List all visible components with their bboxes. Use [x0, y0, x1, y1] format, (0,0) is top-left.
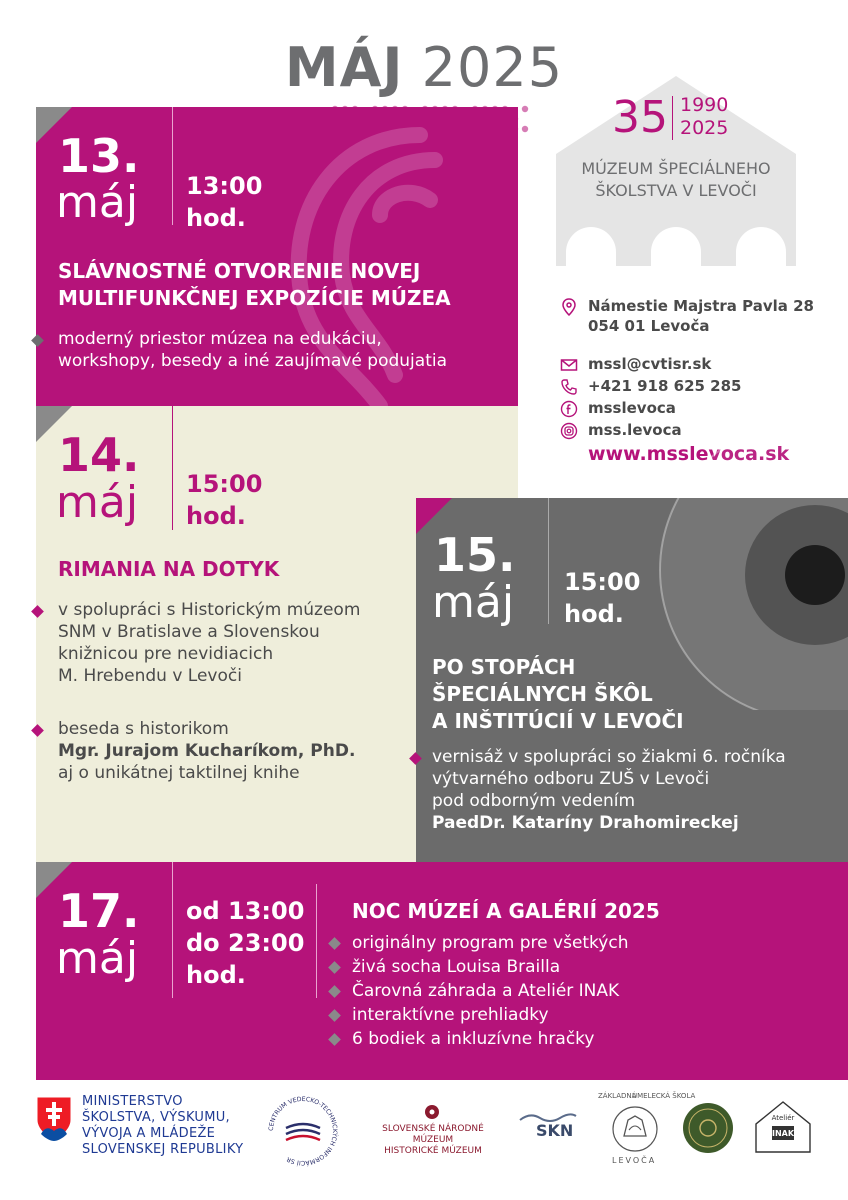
- event-15-title: [432, 654, 684, 735]
- event-14-panel-extension: [416, 406, 518, 498]
- event-13-time-line2: hod.: [186, 204, 246, 232]
- atelier-inak-logo: [752, 1098, 814, 1158]
- event-13-title-line2: MULTIFUNKČNEJ EXPOZÍCIE MÚZEA: [58, 286, 451, 310]
- event-14-time-line1: 15:00: [186, 470, 263, 498]
- event-13-desc-line2: workshopy, besedy a iné zaujímavé podujatia: [58, 351, 447, 371]
- event-14-bullet-1-text: [58, 599, 360, 687]
- atelier-line1: Ateliér: [771, 1114, 795, 1122]
- event-13-divider: [172, 107, 173, 225]
- event-17-time-line2: do 23:00: [186, 929, 305, 957]
- instagram-link[interactable]: mss.levoca: [588, 421, 682, 439]
- event-14-divider: [172, 406, 173, 530]
- event-15-divider: [548, 498, 549, 624]
- event-14-b1-line4: M. Hrebendu v Levoči: [58, 666, 242, 686]
- event-17-title: NOC MÚZEÍ A GALÉRIÍ 2025: [352, 899, 660, 923]
- event-15-time-line2: hod.: [564, 600, 624, 628]
- svg-text:CENTRUM VEDECKO-TECHNICKÝCH IN: [268, 1096, 340, 1168]
- event-15-desc-line4: PaedDr. Kataríny Drahomireckej: [432, 813, 739, 833]
- event-15-time-line1: 15:00: [564, 568, 641, 596]
- event-17-item-text: živá socha Louisa Brailla: [352, 957, 561, 977]
- event-17-divider-2: [316, 884, 317, 998]
- email-link[interactable]: mssl@cvtisr.sk: [588, 355, 712, 373]
- event-15-title-line2: ŠPECIÁLNYCH ŠKÔL: [432, 682, 653, 706]
- event-17-month: máj: [56, 933, 139, 984]
- zus-line3: LEVOČA: [612, 1156, 657, 1165]
- anniversary-number: 35: [612, 92, 668, 143]
- snm-emblem-icon: [424, 1104, 440, 1120]
- anniversary-start-year: 1990: [680, 94, 729, 116]
- envelope-icon: [560, 356, 578, 374]
- event-17-day: 17.: [58, 884, 140, 938]
- event-17-item-text: 6 bodiek a inkluzívne hračky: [352, 1029, 595, 1049]
- event-15-desc-line3: pod odborným vedením: [432, 791, 636, 811]
- skn-logo-text: SKN: [536, 1121, 574, 1140]
- event-14-time-line2: hod.: [186, 502, 246, 530]
- title-year: 2025: [421, 36, 564, 99]
- event-15-desc-line1: vernisáž v spolupráci so žiakmi 6. ročníka: [432, 747, 786, 767]
- anniversary-divider: [672, 96, 673, 140]
- event-17-time-line3: hod.: [186, 961, 246, 989]
- event-13-title-line1: SLÁVNOSTNÉ OTVORENIE NOVEJ: [58, 259, 421, 283]
- green-circle-seal-logo: [682, 1102, 734, 1154]
- event-17-item-text: Čarovná záhrada a Ateliér INAK: [352, 981, 620, 1001]
- event-13-month: máj: [56, 177, 139, 228]
- location-pin-icon: [560, 298, 578, 316]
- phone-icon: [560, 378, 578, 396]
- event-14-b1-line3: knižnicou pre nevidiacich: [58, 644, 274, 664]
- event-17-time-line1: od 13:00: [186, 897, 305, 925]
- event-15-month: máj: [432, 577, 515, 628]
- cvti-logo-text: CENTRUM VEDECKO-TECHNICKÝCH INFORMÁCIÍ SR: [267, 1095, 339, 1167]
- event-14-bullet-2-text: [58, 718, 355, 784]
- event-15-time: [564, 566, 640, 630]
- ministry-line2: ŠKOLSTVA, VÝSKUMU,: [82, 1110, 230, 1125]
- event-17-time: [186, 895, 304, 991]
- event-14-b2-line2: Mgr. Jurajom Kucharíkom, PhD.: [58, 741, 356, 761]
- zus-levoca-logo: [598, 1092, 672, 1166]
- event-13-desc-line1: moderný priestor múzea na edukáciu,: [58, 329, 382, 349]
- ministry-line3: VÝVOJA A MLÁDEŽE: [82, 1126, 216, 1141]
- event-14-title: RIMANIA NA DOTYK: [58, 557, 280, 581]
- braille-dot: [522, 126, 528, 132]
- event-14-day: 14.: [58, 428, 140, 482]
- ministry-line4: SLOVENSKEJ REPUBLIKY: [82, 1142, 244, 1157]
- anniversary-end-year: 2025: [680, 117, 729, 139]
- event-15-title-line1: PO STOPÁCH: [432, 655, 576, 679]
- website-link[interactable]: www.msslevoca.sk: [588, 443, 790, 465]
- event-13-description: [58, 328, 447, 372]
- event-14-month: máj: [56, 477, 139, 528]
- museum-name: [556, 158, 796, 202]
- event-13-time: [186, 170, 262, 234]
- museum-name-line1: MÚZEUM ŠPECIÁLNEHO: [581, 159, 771, 178]
- facebook-link[interactable]: msslevoca: [588, 399, 676, 417]
- atelier-line2: INAK: [771, 1129, 795, 1138]
- event-13-time-line1: 13:00: [186, 172, 263, 200]
- address-line1: Námestie Majstra Pavla 28: [588, 297, 814, 315]
- ministry-line1: MINISTERSTVO: [82, 1094, 183, 1109]
- event-15-desc-line2: výtvarného odboru ZUŠ v Levoči: [432, 769, 710, 789]
- event-15-description: [432, 746, 786, 834]
- event-15-title-line3: A INŠTITÚCIÍ V LEVOČI: [432, 709, 684, 733]
- event-13-title: [58, 258, 451, 312]
- phone-number[interactable]: +421 918 625 285: [588, 377, 742, 395]
- address-line2: 054 01 Levoča: [588, 317, 710, 335]
- zus-line1: ZÁKLADNÁ: [598, 1092, 637, 1100]
- ministry-logo-text: [82, 1094, 243, 1158]
- snm-logo-text: [370, 1124, 496, 1157]
- cvti-logo: [262, 1090, 344, 1172]
- event-14-b1-line2: SNM v Bratislave a Slovenskou: [58, 622, 320, 642]
- event-17-item-text: originálny program pre všetkých: [352, 933, 629, 953]
- facebook-icon: [560, 400, 578, 418]
- instagram-icon: [560, 422, 578, 440]
- slovak-coat-of-arms-icon: [36, 1096, 72, 1142]
- braille-dot: [522, 106, 528, 112]
- museum-name-line2: ŠKOLSTVA V LEVOČI: [595, 181, 757, 200]
- event-14-b2-line3: aj o unikátnej taktilnej knihe: [58, 763, 300, 783]
- event-15-day: 15.: [434, 528, 516, 582]
- event-14-b2-line1: beseda s historikom: [58, 719, 229, 739]
- event-14-b1-line1: v spolupráci s Historickým múzeom: [58, 600, 361, 620]
- event-14-time: [186, 468, 262, 532]
- title-month: MÁJ: [284, 36, 404, 99]
- snm-line2: HISTORICKÉ MÚZEUM: [384, 1146, 482, 1156]
- zus-line2: UMELECKÁ ŠKOLA: [632, 1092, 696, 1100]
- event-17-item-text: interaktívne prehliadky: [352, 1005, 549, 1025]
- event-17-divider: [172, 862, 173, 998]
- event-13-day: 13.: [58, 129, 140, 183]
- snm-line1: SLOVENSKÉ NÁRODNÉ MÚZEUM: [382, 1124, 484, 1145]
